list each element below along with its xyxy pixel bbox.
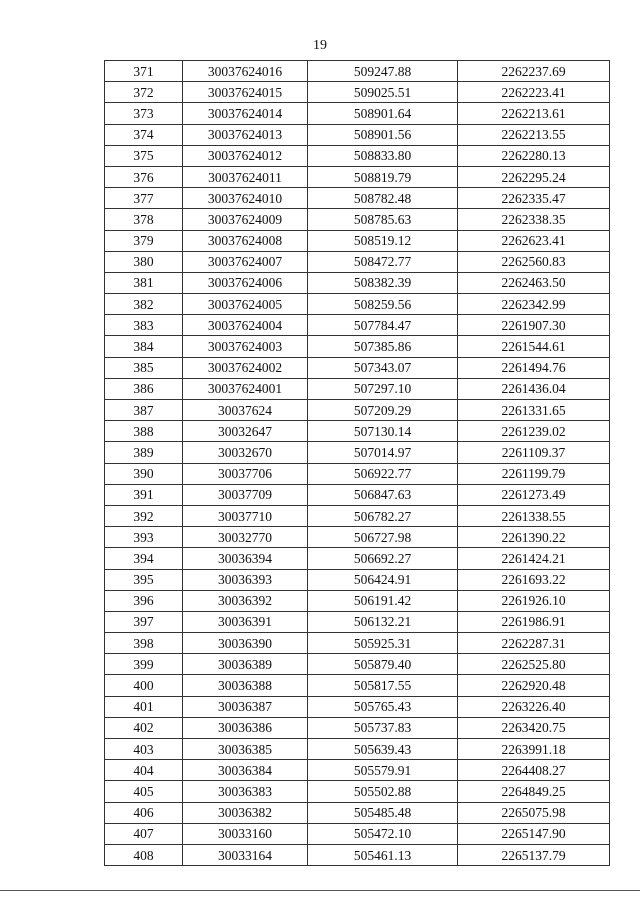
point-id-cell: 30036389 [183, 654, 308, 675]
bottom-rule [0, 890, 640, 891]
point-id-cell: 30037624007 [183, 251, 308, 272]
point-id-cell: 30037624011 [183, 166, 308, 187]
x-coordinate-cell: 508901.56 [308, 124, 458, 145]
point-id-cell: 30036383 [183, 781, 308, 802]
point-id-cell: 30037624 [183, 400, 308, 421]
coordinates-table [104, 60, 610, 866]
point-id-cell: 30037624001 [183, 378, 308, 399]
point-id-cell: 30032647 [183, 421, 308, 442]
row-number-cell: 383 [105, 315, 183, 336]
row-number-cell: 373 [105, 103, 183, 124]
y-coordinate-cell: 2262280.13 [458, 145, 610, 166]
point-id-cell: 30037710 [183, 505, 308, 526]
table-row [105, 717, 610, 738]
y-coordinate-cell: 2261331.65 [458, 400, 610, 421]
y-coordinate-cell: 2263226.40 [458, 696, 610, 717]
y-coordinate-cell: 2262335.47 [458, 188, 610, 209]
x-coordinate-cell: 505879.40 [308, 654, 458, 675]
table-row [105, 675, 610, 696]
point-id-cell: 30036385 [183, 739, 308, 760]
x-coordinate-cell: 507784.47 [308, 315, 458, 336]
y-coordinate-cell: 2262287.31 [458, 633, 610, 654]
x-coordinate-cell: 505737.83 [308, 717, 458, 738]
table-row [105, 739, 610, 760]
row-number-cell: 372 [105, 82, 183, 103]
point-id-cell: 30036382 [183, 802, 308, 823]
table-row [105, 61, 610, 82]
x-coordinate-cell: 507209.29 [308, 400, 458, 421]
point-id-cell: 30033164 [183, 844, 308, 865]
x-coordinate-cell: 505485.48 [308, 802, 458, 823]
row-number-cell: 381 [105, 272, 183, 293]
point-id-cell: 30037624006 [183, 272, 308, 293]
table-row [105, 505, 610, 526]
table-row [105, 590, 610, 611]
y-coordinate-cell: 2261494.76 [458, 357, 610, 378]
table-row [105, 272, 610, 293]
y-coordinate-cell: 2263420.75 [458, 717, 610, 738]
y-coordinate-cell: 2261273.49 [458, 484, 610, 505]
x-coordinate-cell: 505925.31 [308, 633, 458, 654]
table-row [105, 251, 610, 272]
row-number-cell: 397 [105, 611, 183, 632]
x-coordinate-cell: 506847.63 [308, 484, 458, 505]
table-row [105, 654, 610, 675]
row-number-cell: 393 [105, 527, 183, 548]
y-coordinate-cell: 2261424.21 [458, 548, 610, 569]
row-number-cell: 390 [105, 463, 183, 484]
y-coordinate-cell: 2263991.18 [458, 739, 610, 760]
y-coordinate-cell: 2262463.50 [458, 272, 610, 293]
row-number-cell: 396 [105, 590, 183, 611]
row-number-cell: 382 [105, 294, 183, 315]
y-coordinate-cell: 2261109.37 [458, 442, 610, 463]
y-coordinate-cell: 2262920.48 [458, 675, 610, 696]
point-id-cell: 30036386 [183, 717, 308, 738]
y-coordinate-cell: 2262560.83 [458, 251, 610, 272]
page-number: 19 [313, 38, 327, 53]
point-id-cell: 30033160 [183, 823, 308, 844]
row-number-cell: 402 [105, 717, 183, 738]
point-id-cell: 30037624008 [183, 230, 308, 251]
row-number-cell: 385 [105, 357, 183, 378]
x-coordinate-cell: 507014.97 [308, 442, 458, 463]
row-number-cell: 375 [105, 145, 183, 166]
x-coordinate-cell: 505461.13 [308, 844, 458, 865]
y-coordinate-cell: 2265137.79 [458, 844, 610, 865]
x-coordinate-cell: 508259.56 [308, 294, 458, 315]
x-coordinate-cell: 505765.43 [308, 696, 458, 717]
y-coordinate-cell: 2262338.35 [458, 209, 610, 230]
table-row [105, 294, 610, 315]
x-coordinate-cell: 508472.77 [308, 251, 458, 272]
point-id-cell: 30032670 [183, 442, 308, 463]
x-coordinate-cell: 505817.55 [308, 675, 458, 696]
table-row [105, 315, 610, 336]
row-number-cell: 379 [105, 230, 183, 251]
row-number-cell: 399 [105, 654, 183, 675]
point-id-cell: 30037624016 [183, 61, 308, 82]
table-row [105, 357, 610, 378]
y-coordinate-cell: 2265075.98 [458, 802, 610, 823]
row-number-cell: 387 [105, 400, 183, 421]
x-coordinate-cell: 507343.07 [308, 357, 458, 378]
table-row [105, 124, 610, 145]
row-number-cell: 392 [105, 505, 183, 526]
x-coordinate-cell: 509025.51 [308, 82, 458, 103]
x-coordinate-cell: 505579.91 [308, 760, 458, 781]
row-number-cell: 394 [105, 548, 183, 569]
table-row [105, 548, 610, 569]
table-row [105, 336, 610, 357]
point-id-cell: 30037624005 [183, 294, 308, 315]
point-id-cell: 30036392 [183, 590, 308, 611]
row-number-cell: 388 [105, 421, 183, 442]
row-number-cell: 380 [105, 251, 183, 272]
table-row [105, 209, 610, 230]
point-id-cell: 30036390 [183, 633, 308, 654]
y-coordinate-cell: 2261436.04 [458, 378, 610, 399]
point-id-cell: 30037624003 [183, 336, 308, 357]
table-row [105, 823, 610, 844]
point-id-cell: 30037706 [183, 463, 308, 484]
point-id-cell: 30037624004 [183, 315, 308, 336]
point-id-cell: 30036393 [183, 569, 308, 590]
x-coordinate-cell: 508819.79 [308, 166, 458, 187]
row-number-cell: 391 [105, 484, 183, 505]
table-row [105, 463, 610, 484]
row-number-cell: 374 [105, 124, 183, 145]
row-number-cell: 403 [105, 739, 183, 760]
row-number-cell: 406 [105, 802, 183, 823]
x-coordinate-cell: 505472.10 [308, 823, 458, 844]
table-body [105, 61, 610, 866]
point-id-cell: 30037624002 [183, 357, 308, 378]
x-coordinate-cell: 505502.88 [308, 781, 458, 802]
x-coordinate-cell: 508519.12 [308, 230, 458, 251]
row-number-cell: 408 [105, 844, 183, 865]
x-coordinate-cell: 506191.42 [308, 590, 458, 611]
point-id-cell: 30037624012 [183, 145, 308, 166]
point-id-cell: 30037624015 [183, 82, 308, 103]
row-number-cell: 398 [105, 633, 183, 654]
table-row [105, 802, 610, 823]
x-coordinate-cell: 507297.10 [308, 378, 458, 399]
row-number-cell: 395 [105, 569, 183, 590]
y-coordinate-cell: 2261338.55 [458, 505, 610, 526]
y-coordinate-cell: 2262223.41 [458, 82, 610, 103]
y-coordinate-cell: 2262237.69 [458, 61, 610, 82]
y-coordinate-cell: 2261986.91 [458, 611, 610, 632]
table-row [105, 696, 610, 717]
y-coordinate-cell: 2261390.22 [458, 527, 610, 548]
row-number-cell: 377 [105, 188, 183, 209]
y-coordinate-cell: 2265147.90 [458, 823, 610, 844]
x-coordinate-cell: 507130.14 [308, 421, 458, 442]
x-coordinate-cell: 508901.64 [308, 103, 458, 124]
x-coordinate-cell: 507385.86 [308, 336, 458, 357]
point-id-cell: 30036394 [183, 548, 308, 569]
table-row [105, 188, 610, 209]
x-coordinate-cell: 506922.77 [308, 463, 458, 484]
y-coordinate-cell: 2262295.24 [458, 166, 610, 187]
x-coordinate-cell: 506692.27 [308, 548, 458, 569]
table-row [105, 82, 610, 103]
point-id-cell: 30036387 [183, 696, 308, 717]
point-id-cell: 30036391 [183, 611, 308, 632]
table-row [105, 569, 610, 590]
x-coordinate-cell: 506727.98 [308, 527, 458, 548]
x-coordinate-cell: 508782.48 [308, 188, 458, 209]
table-row [105, 166, 610, 187]
row-number-cell: 376 [105, 166, 183, 187]
point-id-cell: 30032770 [183, 527, 308, 548]
x-coordinate-cell: 509247.88 [308, 61, 458, 82]
x-coordinate-cell: 505639.43 [308, 739, 458, 760]
y-coordinate-cell: 2262213.55 [458, 124, 610, 145]
row-number-cell: 401 [105, 696, 183, 717]
row-number-cell: 384 [105, 336, 183, 357]
table-row [105, 103, 610, 124]
x-coordinate-cell: 506782.27 [308, 505, 458, 526]
table-row [105, 527, 610, 548]
y-coordinate-cell: 2262525.80 [458, 654, 610, 675]
table-row [105, 230, 610, 251]
table-row [105, 611, 610, 632]
row-number-cell: 386 [105, 378, 183, 399]
y-coordinate-cell: 2261544.61 [458, 336, 610, 357]
row-number-cell: 407 [105, 823, 183, 844]
point-id-cell: 30037709 [183, 484, 308, 505]
point-id-cell: 30036388 [183, 675, 308, 696]
y-coordinate-cell: 2261907.30 [458, 315, 610, 336]
y-coordinate-cell: 2264408.27 [458, 760, 610, 781]
point-id-cell: 30036384 [183, 760, 308, 781]
table-row [105, 844, 610, 865]
point-id-cell: 30037624013 [183, 124, 308, 145]
y-coordinate-cell: 2262342.99 [458, 294, 610, 315]
y-coordinate-cell: 2262623.41 [458, 230, 610, 251]
x-coordinate-cell: 506132.21 [308, 611, 458, 632]
table-row [105, 760, 610, 781]
table-row [105, 781, 610, 802]
table-row [105, 442, 610, 463]
x-coordinate-cell: 508785.63 [308, 209, 458, 230]
row-number-cell: 371 [105, 61, 183, 82]
y-coordinate-cell: 2261199.79 [458, 463, 610, 484]
row-number-cell: 404 [105, 760, 183, 781]
y-coordinate-cell: 2261926.10 [458, 590, 610, 611]
x-coordinate-cell: 508382.39 [308, 272, 458, 293]
y-coordinate-cell: 2261239.02 [458, 421, 610, 442]
table-row [105, 484, 610, 505]
point-id-cell: 30037624014 [183, 103, 308, 124]
y-coordinate-cell: 2261693.22 [458, 569, 610, 590]
table-row [105, 633, 610, 654]
y-coordinate-cell: 2262213.61 [458, 103, 610, 124]
row-number-cell: 389 [105, 442, 183, 463]
x-coordinate-cell: 506424.91 [308, 569, 458, 590]
row-number-cell: 378 [105, 209, 183, 230]
table-row [105, 378, 610, 399]
table-row [105, 421, 610, 442]
point-id-cell: 30037624010 [183, 188, 308, 209]
row-number-cell: 400 [105, 675, 183, 696]
x-coordinate-cell: 508833.80 [308, 145, 458, 166]
table-row [105, 400, 610, 421]
row-number-cell: 405 [105, 781, 183, 802]
point-id-cell: 30037624009 [183, 209, 308, 230]
y-coordinate-cell: 2264849.25 [458, 781, 610, 802]
table-row [105, 145, 610, 166]
